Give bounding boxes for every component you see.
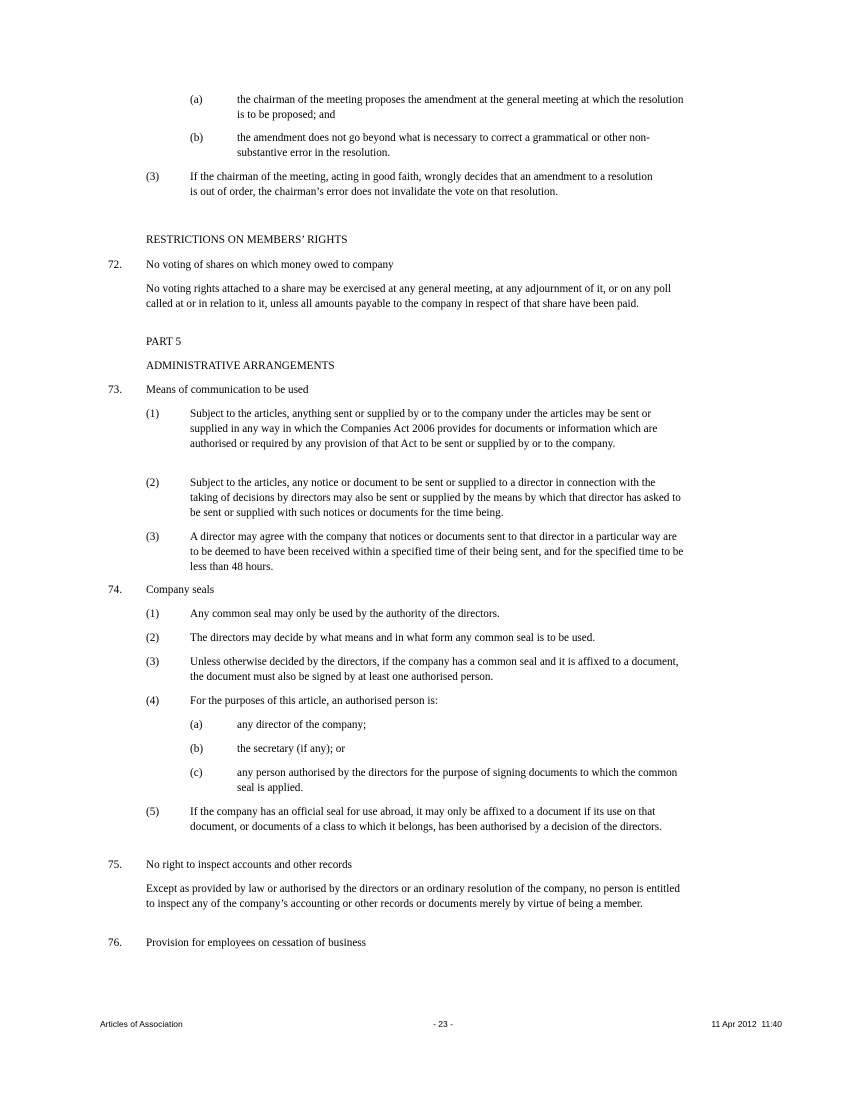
- item-number: (a): [190, 94, 203, 106]
- subitem-number: (b): [190, 743, 204, 755]
- article-number: 75.: [108, 859, 122, 871]
- item-number: (2): [146, 477, 160, 489]
- item-text: Unless otherwise decided by the directors, if the company has a common seal and it is affixed to a document, the document must also be signed by at least one authorised person.: [190, 656, 679, 683]
- item-text: For the purposes of this article, an authorised person is:: [190, 695, 438, 707]
- article-body: No voting rights attached to a share may be exercised at any general meeting, at any adjournment of it, or on any poll called at or in relation to it, unless all amounts payable to the company in respect of that share have been paid.: [146, 283, 672, 310]
- article-body: Except as provided by law or authorised by the directors or an ordinary resolution of the company, no person is entitled to inspect any of the company’s accounting or other records or documents merely by virtue of being a member.: [146, 883, 680, 910]
- item-text: If the company has an official seal for use abroad, it may only be affixed to a document if its use on that document, or documents of a class to which it belongs, has been authorised by a decision of the directors.: [190, 806, 662, 833]
- article-title: Company seals: [146, 584, 215, 596]
- article-number: 76.: [108, 937, 122, 949]
- item-text: A director may agree with the company that notices or documents sent to that director in a particular way are to be deemed to have been received within a specified time of their being sent, and for the specified time to be less than 48 hours.: [190, 531, 684, 573]
- item-number: (4): [146, 695, 160, 707]
- subitem-text: any director of the company;: [237, 719, 367, 731]
- footer-page-number: - 23 -: [433, 1019, 453, 1029]
- part-label: PART 5: [146, 336, 182, 348]
- footer-timestamp: 11 Apr 2012 11:40: [711, 1019, 782, 1029]
- item-number: (1): [146, 608, 160, 620]
- item-number: (3): [146, 171, 160, 183]
- item-text: Any common seal may only be used by the authority of the directors.: [190, 608, 500, 620]
- item-number: (5): [146, 806, 160, 818]
- item-text: the chairman of the meeting proposes the amendment at the general meeting at which the resolution is to be proposed; and: [237, 94, 684, 121]
- subitem-text: any person authorised by the directors for the purpose of signing documents to which the common seal is applied.: [237, 767, 678, 794]
- subitem-number: (a): [190, 719, 203, 731]
- item-text: the amendment does not go beyond what is necessary to correct a grammatical or other non-substantive error in the resolution.: [237, 132, 650, 159]
- item-number: (b): [190, 132, 204, 144]
- subitem-text: the secretary (if any); or: [237, 743, 346, 755]
- item-number: (2): [146, 632, 160, 644]
- item-text: If the chairman of the meeting, acting in good faith, wrongly decides that an amendment to a resolution is out of order, the chairman’s error does not invalidate the vote on that resolution.: [190, 171, 653, 198]
- item-number: (1): [146, 408, 160, 420]
- article-number: 73.: [108, 384, 122, 396]
- item-number: (3): [146, 656, 160, 668]
- footer-document-title: Articles of Association: [100, 1019, 183, 1029]
- part-title: ADMINISTRATIVE ARRANGEMENTS: [146, 360, 335, 372]
- article-number: 72.: [108, 259, 122, 271]
- subitem-number: (c): [190, 767, 203, 779]
- item-text: Subject to the articles, any notice or document to be sent or supplied to a director in connection with the taking of decisions by directors may also be sent or supplied by the means by which that director has asked to be sent or supplied with such notices or documents for the time being.: [190, 477, 681, 519]
- article-title: No right to inspect accounts and other records: [146, 859, 352, 871]
- article-title: Means of communication to be used: [146, 384, 309, 396]
- item-text: The directors may decide by what means and in what form any common seal is to be used.: [190, 632, 596, 644]
- article-title: No voting of shares on which money owed to company: [146, 259, 394, 271]
- article-title: Provision for employees on cessation of business: [146, 937, 366, 949]
- section-heading: RESTRICTIONS ON MEMBERS’ RIGHTS: [146, 234, 348, 246]
- item-number: (3): [146, 531, 160, 543]
- article-number: 74.: [108, 584, 122, 596]
- item-text: Subject to the articles, anything sent or supplied by or to the company under the articles may be sent or supplied in any way in which the Companies Act 2006 provides for documents or information which are authorised or required by any provision of that Act to be sent or supplied by or to the company.: [190, 408, 658, 450]
